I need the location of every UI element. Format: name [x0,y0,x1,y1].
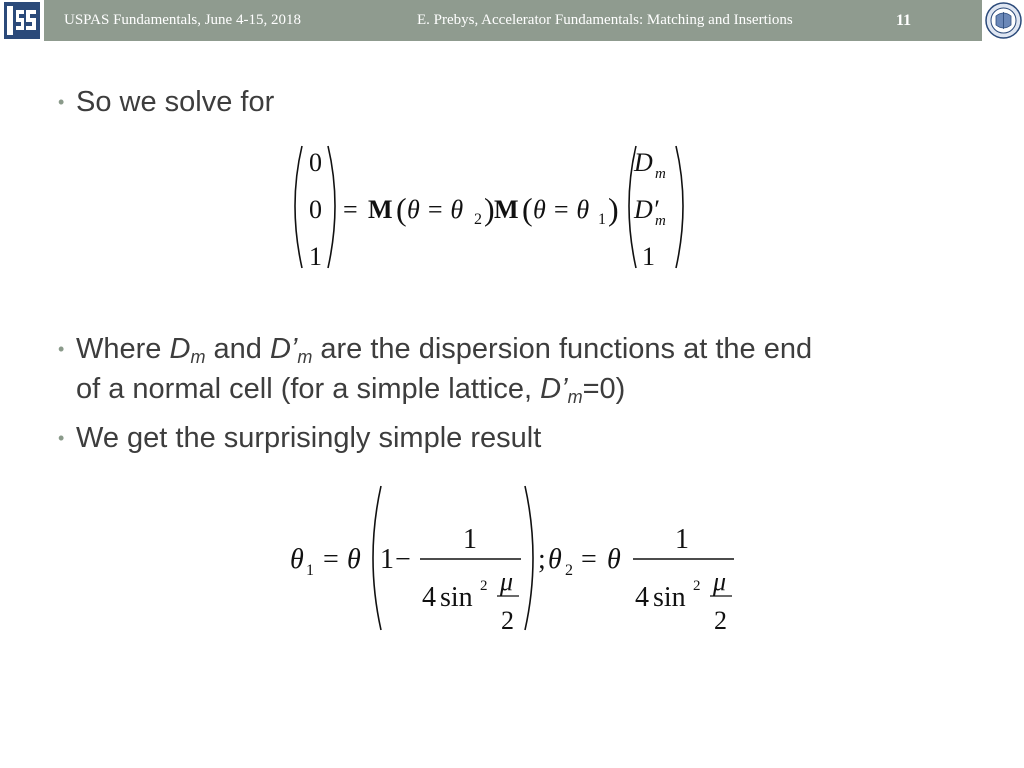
equals-sign: = [343,195,358,224]
right-vector-0: D [634,148,653,177]
result-equation [285,478,745,638]
theta-rhs-1: θ [347,544,361,575]
right-vector-2: 1 [642,242,655,271]
denominator-sq-2: 2 [693,578,701,594]
header-center-text: E. Prebys, Accelerator Fundamentals: Matching and Insertions [417,12,793,28]
denominator-four-2: 4 [635,582,649,613]
theta-rhs-2: θ [607,544,621,575]
semicolon: ; [538,544,546,575]
bullet-where-line1: Where $D_m$ and $D’_m$ are the dispersion functions at the end [76,333,813,367]
denominator-sq-1: 2 [480,578,488,594]
bullet-text: So we solve for [76,86,275,118]
bullet-dot-icon: • [58,92,65,112]
denominator-sin-1: sin [440,582,473,613]
bullet-dot-icon: • [58,339,65,359]
right-vector-0-sub: m [655,166,666,182]
theta1-sub: 1 [306,562,314,579]
header-bar [44,0,982,41]
half-denominator-2: 2 [714,606,727,635]
one-term: 1 [380,544,394,575]
university-seal-icon [985,2,1022,39]
left-vector-2: 1 [309,242,322,271]
left-vector-0: 0 [309,148,322,177]
theta2-sub: 2 [565,562,573,579]
uspas-logo-icon [4,2,40,39]
paren-close-1: ) [484,191,495,227]
theta2: θ [548,544,562,575]
mu-2: μ [713,567,727,596]
header-left-text: USPAS Fundamentals, June 4-15, 2018 [64,12,301,28]
theta1: θ [290,544,304,575]
arg2-text: θ = θ [533,195,590,224]
bullet-text: We get the surprisingly simple result [76,422,542,454]
page-number: 11 [896,12,912,29]
equals-1: = [323,544,339,575]
arg1-text: θ = θ [407,195,464,224]
denominator-four-1: 4 [422,582,436,613]
paren-open-1: ( [396,191,407,227]
minus-sign: − [395,544,411,575]
equals-2: = [581,544,597,575]
half-denominator-1: 2 [501,606,514,635]
denominator-sin-2: sin [653,582,686,613]
bullet-where-line2: of a normal cell (for a simple lattice, $D’_m=0$) [76,373,626,407]
numerator-2: 1 [675,524,689,555]
bullet-dot-icon: • [58,428,65,448]
arg2-sub: 1 [598,211,606,228]
paren-open-2: ( [522,191,533,227]
mu-1: μ [500,567,514,596]
matrix-m-1: M [368,195,393,224]
paren-close-2: ) [608,191,619,227]
dm-symbol: D [169,333,191,365]
matrix-equation [280,140,700,280]
right-vector-1-sub: m [655,213,666,229]
slide-header [0,0,1024,41]
numerator-1: 1 [463,524,477,555]
right-vector-1: D′ [634,195,659,224]
left-vector-1: 0 [309,195,322,224]
matrix-m-2: M [494,195,519,224]
dpm-symbol: D’ [269,333,298,365]
arg1-sub: 2 [474,211,482,228]
